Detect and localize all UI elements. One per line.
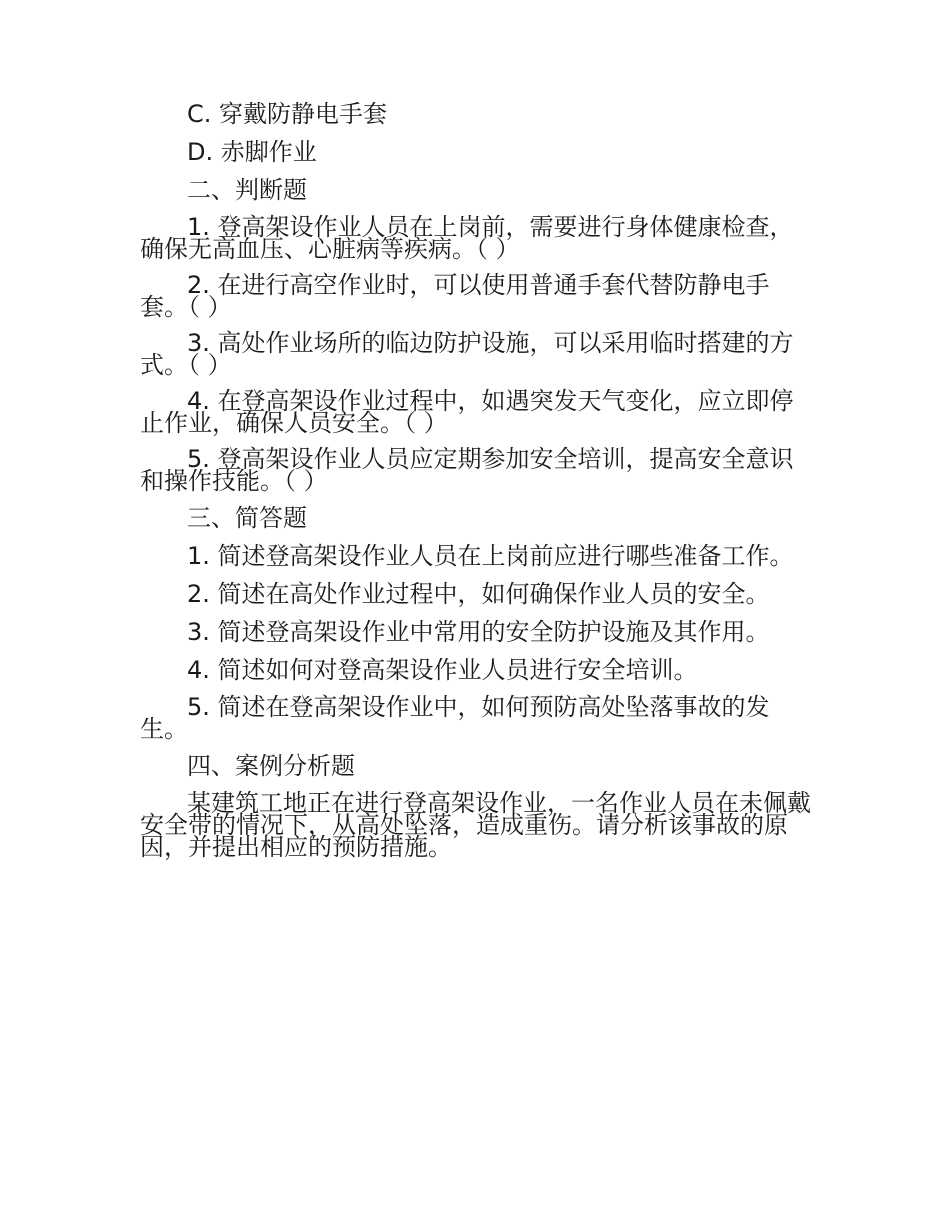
short-answer-item: 3. 简述登高架设作业中常用的安全防护设施及其作用。 (187, 618, 770, 646)
judgment-item: 4. 在登高架设作业过程中，如遇突发天气变化，应立即停止作业，确保人员安全。（ ） (140, 387, 794, 437)
option-d: D. 赤脚作业 (187, 138, 317, 166)
short-answer-item: 1. 简述登高架设作业人员在上岗前应进行哪些准备工作。 (187, 542, 794, 570)
judgment-item: 1. 登高架设作业人员在上岗前，需要进行身体健康检查，确保无高血压、心脏病等疾病。（ ） (140, 213, 794, 263)
case-text: 某建筑工地正在进行登高架设作业，一名作业人员在未佩戴安全带的情况下，从高处坠落，造成重伤。请分析该事故的原因，并提出相应的预防措施。 (140, 789, 811, 861)
document-page (140, 102, 812, 872)
short-answer-item: 2. 简述在高处作业过程中，如何确保作业人员的安全。 (187, 580, 770, 608)
section-heading-short-answer: 三、简答题 (187, 504, 307, 532)
short-answer-item: 4. 简述如何对登高架设作业人员进行安全培训。 (187, 656, 698, 684)
section-heading-case: 四、案例分析题 (187, 752, 355, 780)
short-answer-item: 5. 简述在登高架设作业中，如何预防高处坠落事故的发生。 (140, 693, 770, 743)
judgment-item: 2. 在进行高空作业时，可以使用普通手套代替防静电手套。（ ） (140, 271, 770, 321)
judgment-item: 5. 登高架设作业人员应定期参加安全培训，提高安全意识和操作技能。（ ） (140, 445, 794, 495)
judgment-item: 3. 高处作业场所的临边防护设施，可以采用临时搭建的方式。（ ） (140, 329, 794, 379)
option-c: C. 穿戴防静电手套 (187, 100, 388, 128)
section-heading-judgment: 二、判断题 (187, 176, 307, 204)
